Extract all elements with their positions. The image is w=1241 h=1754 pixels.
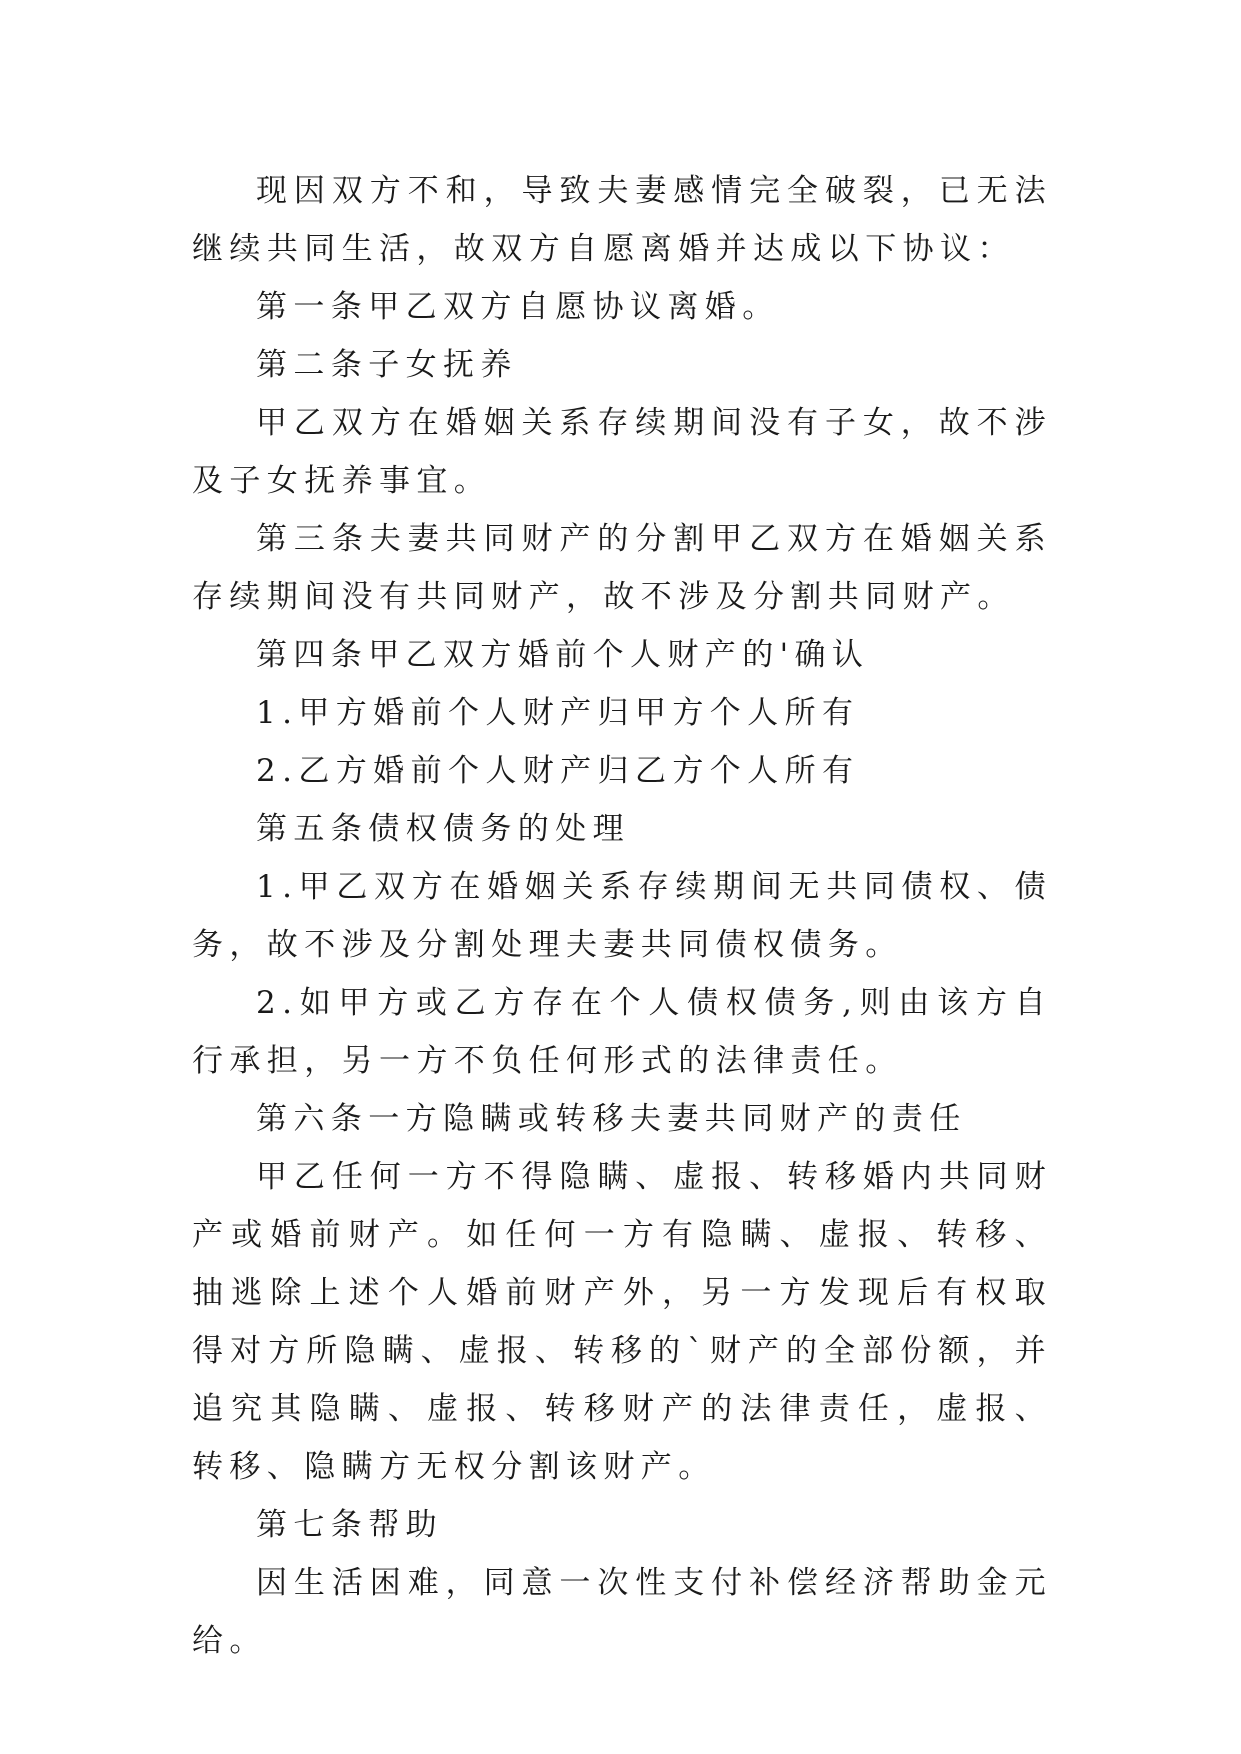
- article-2-heading: 第二条子女抚养: [256, 347, 518, 383]
- article-7-heading: 第七条帮助: [256, 1507, 443, 1543]
- article-4-item-1: 1.甲方婚前个人财产归甲方个人所有: [256, 695, 860, 731]
- article-5-item-1: 1.甲乙双方在婚姻关系存续期间无共同债权、债务，故不涉及分割处理夫妻共同债权债务。: [192, 869, 1052, 963]
- paragraph-intro: 现因双方不和，导致夫妻感情完全破裂，已无法继续共同生活，故双方自愿离婚并达成以下协议：: [192, 173, 1052, 267]
- article-7-body: 因生活困难，同意一次性支付补偿经济帮助金元给。: [192, 1565, 1052, 1659]
- article-2-body: 甲乙双方在婚姻关系存续期间没有子女，故不涉及子女抚养事宜。: [192, 405, 1052, 499]
- article-6-body: 甲乙任何一方不得隐瞒、虚报、转移婚内共同财产或婚前财产。如任何一方有隐瞒、虚报、转移、抽逃除上述个人婚前财产外，另一方发现后有权取得对方所隐瞒、虚报、转移的`财产的全部份额，并追究其隐瞒、虚报、转移财产的法律责任，虚报、转移、隐瞒方无权分割该财产。: [192, 1159, 1052, 1485]
- article-5-item-2: 2.如甲方或乙方存在个人债权债务,则由该方自行承担，另一方不负任何形式的法律责任。: [192, 985, 1052, 1079]
- article-5-heading: 第五条债权债务的处理: [256, 811, 630, 847]
- document-body: [192, 162, 1052, 1670]
- article-4-heading: 第四条甲乙双方婚前个人财产的'确认: [256, 637, 870, 673]
- article-3: 第三条夫妻共同财产的分割甲乙双方在婚姻关系存续期间没有共同财产，故不涉及分割共同财产。: [192, 521, 1052, 615]
- article-4-item-2: 2.乙方婚前个人财产归乙方个人所有: [256, 753, 860, 789]
- article-6-heading: 第六条一方隐瞒或转移夫妻共同财产的责任: [256, 1101, 967, 1137]
- article-1: 第一条甲乙双方自愿协议离婚。: [256, 289, 780, 325]
